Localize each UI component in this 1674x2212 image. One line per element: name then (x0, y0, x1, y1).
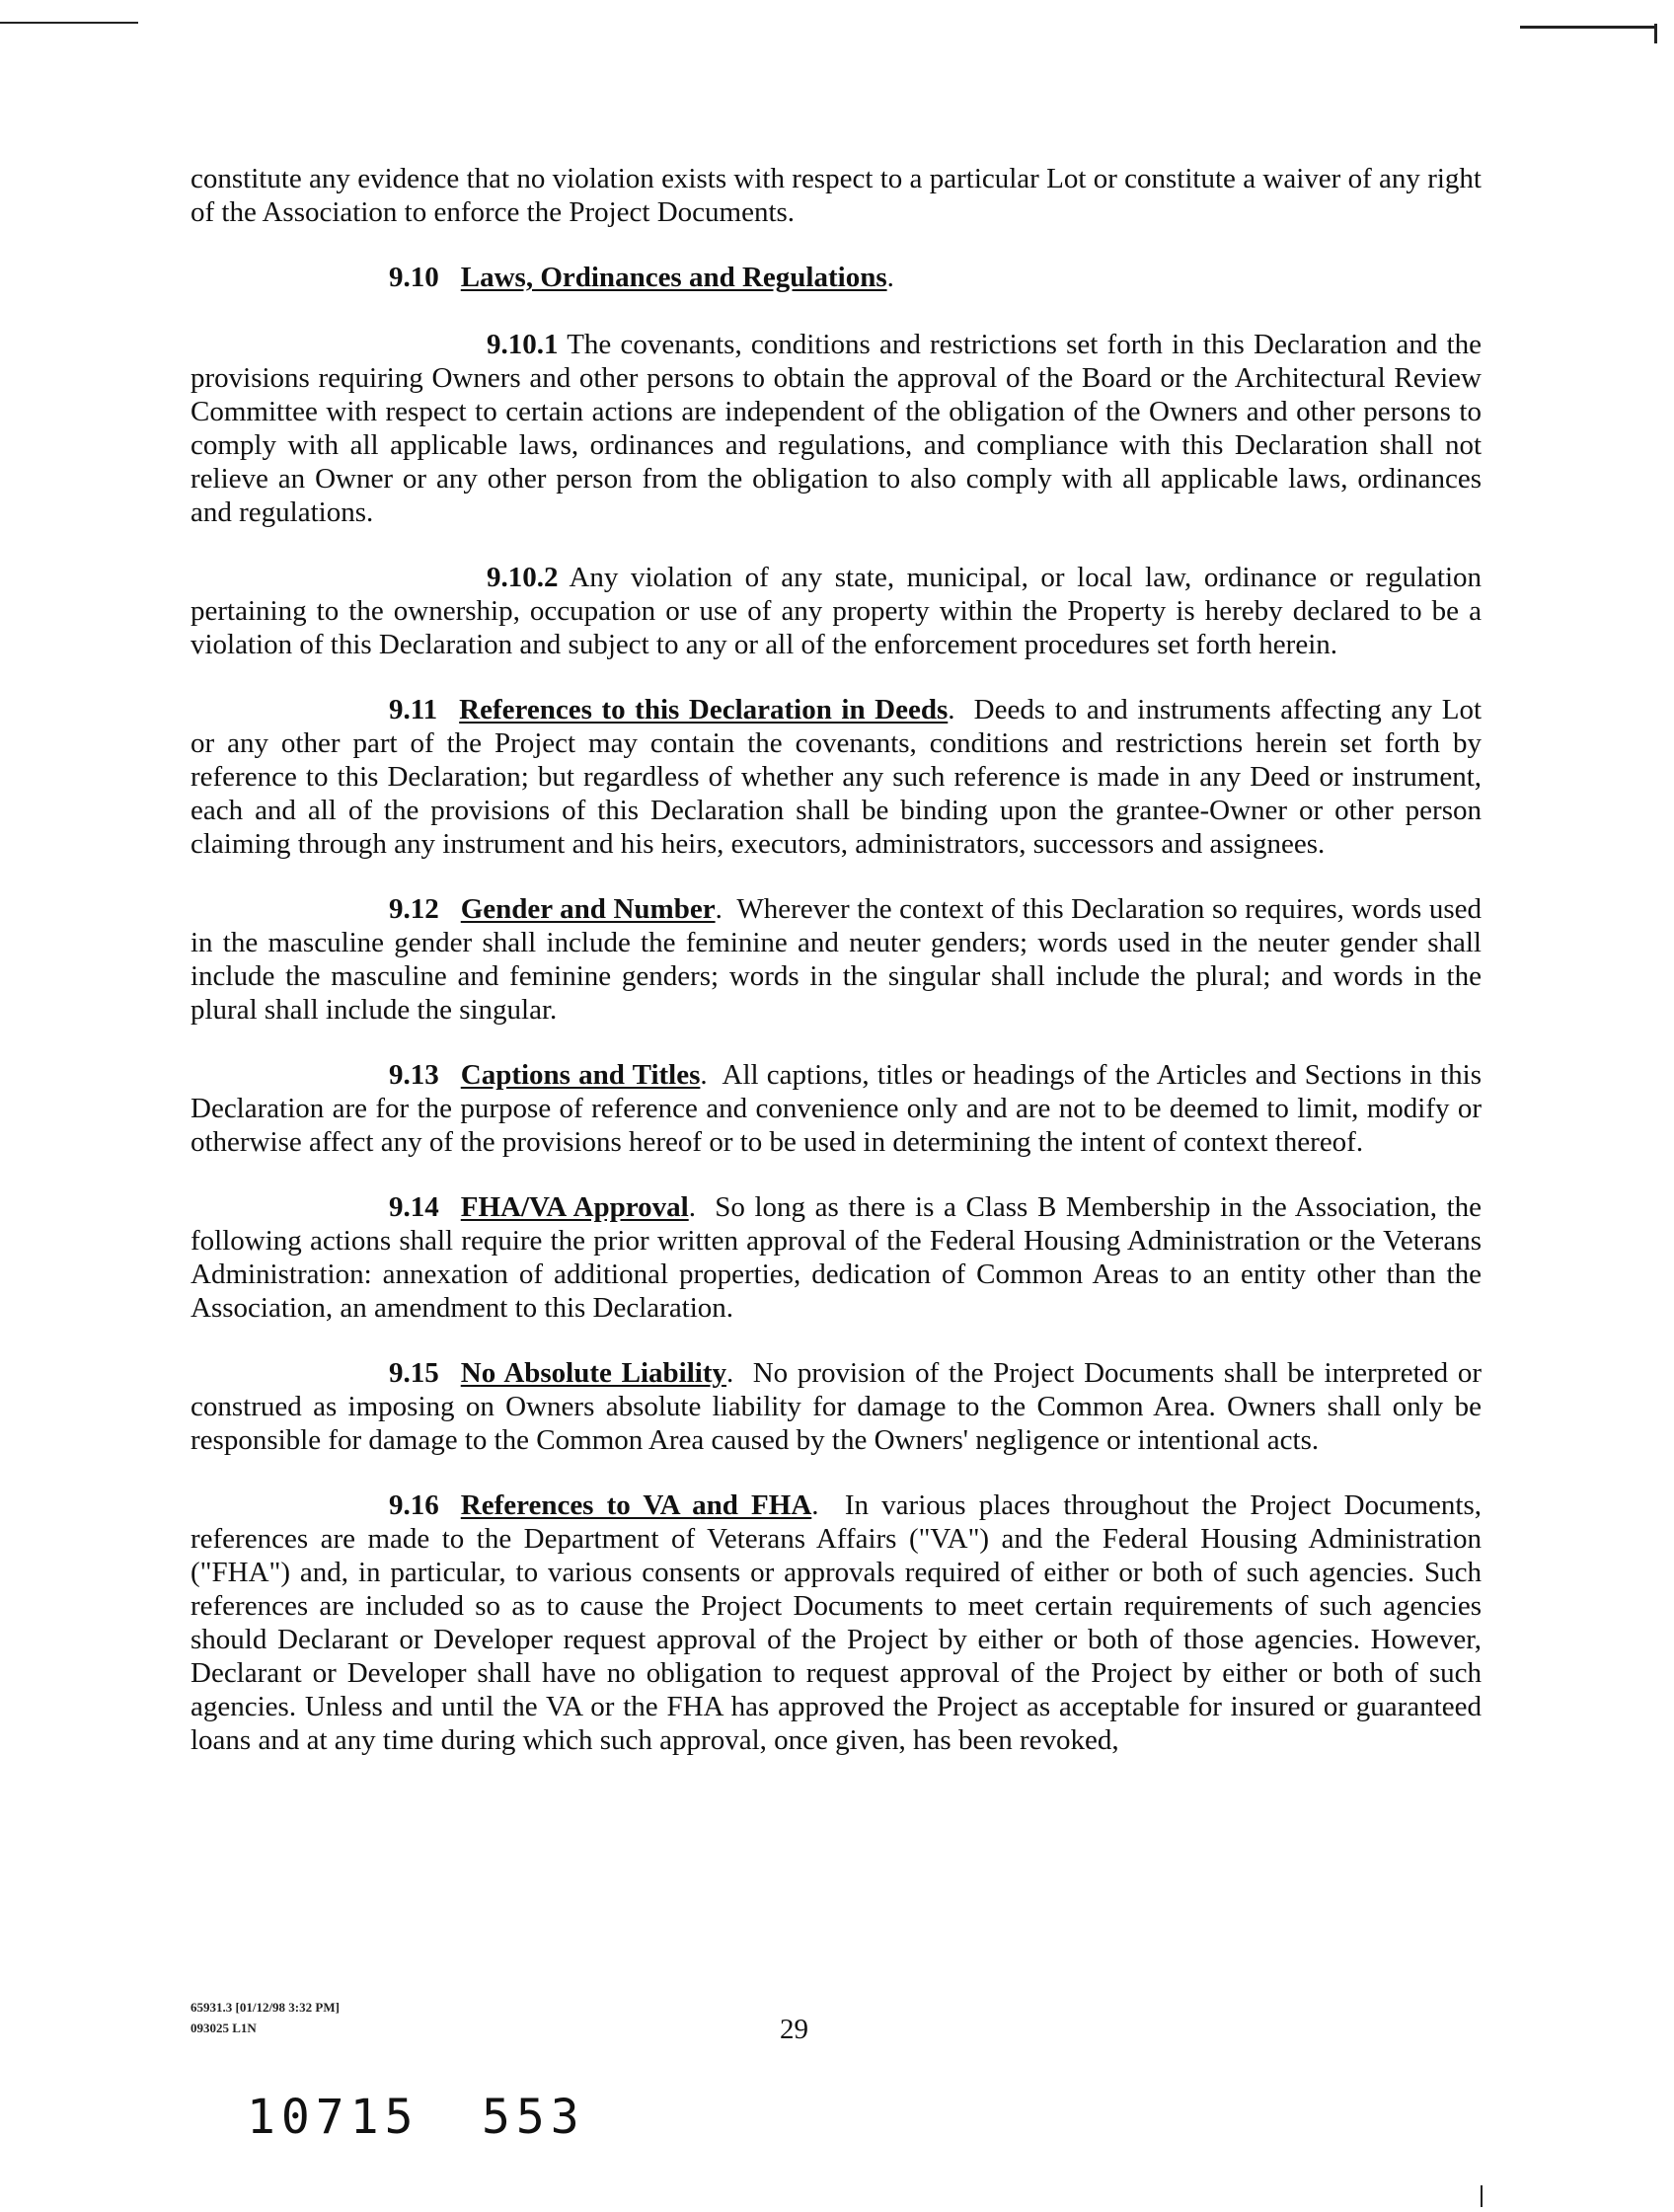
book-number-stamp: 10715 (247, 2090, 419, 2145)
section-text: In various places throughout the Project Documents, references are made to the Department of Veterans Affairs ("VA") and the Federal Housing Administration ("FHA") and, in particular, to various consents or approvals required of either or both of such agencies. Such references are included so as to cause the Project Documents to meet certain requirements of such agencies should Declarant or Developer request approval of the Project by either or both of those agencies. However, Declarant or Developer shall have no obligation to request approval of the Project by either or both of such agencies. Unless and until the VA or the FHA has approved the Project as acceptable for insured or guaranteed loans and at any time during which such approval, once given, has been revoked, (190, 1489, 1483, 1756)
section-number: 9.10 (389, 262, 439, 293)
page-number: 29 (780, 2014, 808, 2045)
continuation-text: constitute any evidence that no violation exists with respect to a particular Lot or constitute a waiver of any right of the Association to enforce the Project Documents. (190, 163, 1482, 228)
section-number: 9.10.1 (487, 329, 559, 360)
document-id-line-1: 65931.3 [01/12/98 3:32 PM] (190, 2000, 340, 2015)
section-9-12: 9.12 Gender and Number. Wherever the context of this Declaration so requires, words used in the masculine gender shall include the feminine and neuter genders; words used in the neuter gender shall include the masculine and feminine genders; words in the singular shall include the plural; and words in the plural shall include the singular. (190, 893, 1483, 1026)
section-title: References to this Declaration in Deeds (459, 694, 949, 725)
section-9-13: 9.13 Captions and Titles. All captions, titles or headings of the Articles and Sections in this Declaration are for the purpose of reference and convenience only and are not to be deemed to limit, modify or otherwise affect any of the provisions hereof or to be used in determining the intent of context thereof. (190, 1059, 1482, 1158)
scan-edge-mark-right (1520, 26, 1656, 29)
section-number: 9.16 (389, 1489, 439, 1521)
section-text: So long as there is a Class B Membership in the Association, the following actions shall require the prior written approval of the Federal Housing Administration or the Veterans Administration: annexation of additional properties, dedication of Common Areas to an entity other than the Association, an amendment to this Declaration. (190, 1191, 1483, 1324)
scan-edge-tick (1654, 24, 1657, 43)
section-number: 9.11 (389, 694, 438, 725)
section-9-11: 9.11 References to this Declaration in Deeds. Deeds to and instruments affecting any Lot or any other part of the Project may contain the covenants, conditions and restrictions herein set forth by reference to this Declaration; but regardless of whether any such reference is made in any Deed or instrument, each and all of the provisions of this Declaration shall be binding upon the grantee-Owner or other person claiming through any instrument and his heirs, executors, administrators, successors and assignees. (190, 694, 1482, 860)
section-9-10-2 (190, 561, 1482, 661)
section-title: Laws, Ordinances and Regulations (460, 262, 887, 293)
section-title: No Absolute Liability (460, 1357, 726, 1389)
section-title: Gender and Number (460, 893, 716, 925)
section-number: 9.12 (389, 893, 439, 925)
scan-edge-mark-bottom (1481, 2185, 1483, 2207)
section-title: Captions and Titles (460, 1059, 701, 1091)
section-number: 9.10.2 (487, 562, 559, 593)
page-number-stamp: 553 (482, 2090, 585, 2145)
section-text: The covenants, conditions and restrictions set forth in this Declaration and the provisions requiring Owners and other persons to obtain the approval of the Board or the Architectural Review Committee with respect to certain actions are independent of the obligation of the Owners and other persons to comply with all applicable laws, ordinances and regulations, and compliance with this Declaration shall not relieve an Owner or any other person from the obligation to also comply with all applicable laws, ordinances and regulations. (190, 329, 1483, 528)
document-id-line-2: 093025 L1N (190, 2021, 257, 2035)
section-text: Any violation of any state, municipal, or local law, ordinance or regulation pertaining to the ownership, occupation or use of any property within the Property is hereby declared to be a violation of this Declaration and subject to any or all of the enforcement procedures set forth herein. (190, 562, 1482, 660)
section-text: No provision of the Project Documents shall be interpreted or construed as imposing on Owners absolute liability for damage to the Common Area. Owners shall only be responsible for damage to the Common Area caused by the Owners' negligence or intentional acts. (190, 1357, 1482, 1456)
section-text: All captions, titles or headings of the Articles and Sections in this Declaration are for the purpose of reference and convenience only and are not to be deemed to limit, modify or otherwise affect any of the provisions hereof or to be used in determining the intent of context thereof. (190, 1059, 1482, 1158)
section-9-10-1 (190, 328, 1482, 529)
section-number: 9.15 (389, 1357, 439, 1389)
section-9-10-heading: 9.10 Laws, Ordinances and Regulations. (389, 262, 894, 293)
document-body (190, 162, 1482, 1789)
continuation-paragraph (190, 162, 1482, 229)
section-text: Wherever the context of this Declaration so requires, words used in the masculine gender shall include the feminine and neuter genders; words used in the neuter gender shall include the masculine and feminine genders; words in the singular shall include the plural; and words in the plural shall include the singular. (190, 893, 1483, 1026)
section-number: 9.14 (389, 1191, 439, 1223)
section-9-16: 9.16 References to VA and FHA. In various places throughout the Project Documents, references are made to the Department of Veterans Affairs ("VA") and the Federal Housing Administration ("FHA") and, in particular, to various consents or approvals required of either or both of such agencies. Such references are included so as to cause the Project Documents to meet certain requirements of such agencies should Declarant or Developer request approval of the Project by either or both of those agencies. However, Declarant or Developer shall have no obligation to request approval of the Project by either or both of such agencies. Unless and until the VA or the FHA has approved the Project as acceptable for insured or guaranteed loans and at any time during which such approval, once given, has been revoked, (190, 1489, 1483, 1756)
scan-edge-mark-left (0, 22, 138, 24)
section-9-15: 9.15 No Absolute Liability. No provision of the Project Documents shall be interpreted or construed as imposing on Owners absolute liability for damage to the Common Area. Owners shall only be responsible for damage to the Common Area caused by the Owners' negligence or intentional acts. (190, 1357, 1482, 1456)
section-title: FHA/VA Approval (460, 1191, 689, 1223)
section-text: Deeds to and instruments affecting any Lot or any other part of the Project may contain the covenants, conditions and restrictions herein set forth by reference to this Declaration; but regardless of whether any such reference is made in any Deed or instrument, each and all of the provisions of this Declaration shall be binding upon the grantee-Owner or other person claiming through any instrument and his heirs, executors, administrators, successors and assignees. (190, 694, 1482, 860)
section-number: 9.13 (389, 1059, 439, 1091)
section-9-14: 9.14 FHA/VA Approval. So long as there is a Class B Membership in the Association, the following actions shall require the prior written approval of the Federal Housing Administration or the Veterans Administration: annexation of additional properties, dedication of Common Areas to an entity other than the Association, an amendment to this Declaration. (190, 1191, 1483, 1324)
section-title: References to VA and FHA (460, 1489, 812, 1521)
